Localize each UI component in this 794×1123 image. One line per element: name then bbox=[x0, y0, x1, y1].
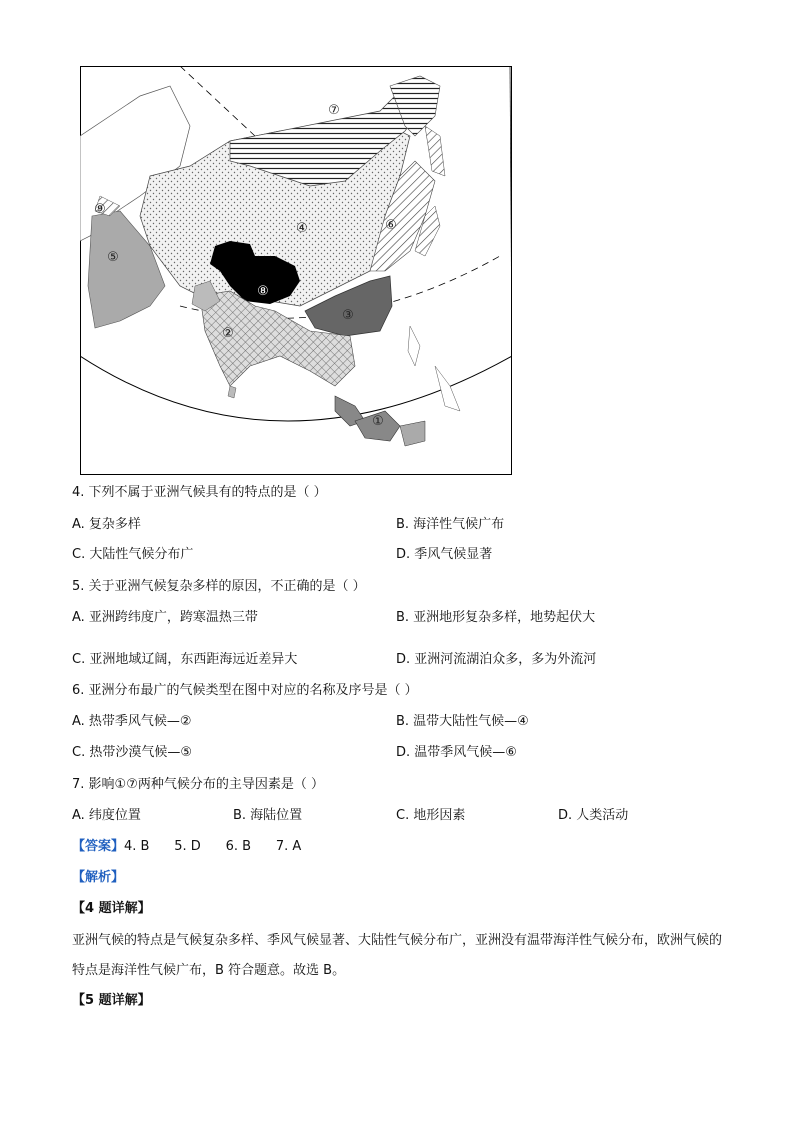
question-5-option-a[interactable]: A. 亚洲跨纬度广，跨寒温热三带 bbox=[72, 610, 258, 625]
question-5-option-d[interactable]: D. 亚洲河流湖泊众多，多为外流河 bbox=[396, 652, 597, 667]
map-label-6: ⑥ bbox=[385, 218, 397, 233]
question-6-option-d[interactable]: D. 温带季风气候—⑥ bbox=[396, 745, 517, 760]
answer-line bbox=[72, 838, 301, 856]
map-label-7: ⑦ bbox=[328, 103, 340, 118]
detail-5-heading: 【5 题详解】 bbox=[72, 993, 151, 1008]
question-7-option-d[interactable]: D. 人类活动 bbox=[558, 808, 629, 823]
question-5-option-b[interactable]: B. 亚洲地形复杂多样，地势起伏大 bbox=[396, 610, 596, 625]
map-label-9: ⑨ bbox=[94, 202, 106, 217]
analysis-tag: 【解析】 bbox=[72, 870, 125, 885]
question-7-option-c[interactable]: C. 地形因素 bbox=[396, 808, 466, 823]
question-5-option-c[interactable]: C. 亚洲地域辽阔，东西距海远近差异大 bbox=[72, 652, 298, 667]
question-4-option-d[interactable]: D. 季风气候显著 bbox=[396, 547, 493, 562]
map-label-2: ② bbox=[222, 326, 234, 341]
question-7-stem: 7. 影响①⑦两种气候分布的主导因素是（ ） bbox=[72, 777, 324, 792]
answer-values: 4. B 5. D 6. B 7. A bbox=[124, 839, 302, 854]
detail-4-text: 亚洲气候的特点是气候复杂多样、季风气候显著、大陆性气候分布广，亚洲没有温带海洋性气候分布，欧洲气候的特点是海洋性气候广布，B 符合题意。故选 B。 bbox=[72, 933, 723, 978]
map-label-3: ③ bbox=[342, 308, 354, 323]
question-6-option-b[interactable]: B. 温带大陆性气候—④ bbox=[396, 714, 529, 729]
question-6-stem: 6. 亚洲分布最广的气候类型在图中对应的名称及序号是（ ） bbox=[72, 683, 418, 698]
question-6-option-c[interactable]: C. 热带沙漠气候—⑤ bbox=[72, 745, 192, 760]
answer-tag: 【答案】 bbox=[72, 839, 125, 854]
map-label-4: ④ bbox=[296, 221, 308, 236]
question-4-option-c[interactable]: C. 大陆性气候分布广 bbox=[72, 547, 194, 562]
question-5-stem: 5. 关于亚洲气候复杂多样的原因，不正确的是（ ） bbox=[72, 579, 366, 594]
map-label-8: ⑧ bbox=[257, 284, 269, 299]
question-4-stem: 4. 下列不属于亚洲气候具有的特点的是（ ） bbox=[72, 485, 327, 500]
asia-climate-map bbox=[80, 66, 512, 475]
map-label-1: ① bbox=[372, 414, 384, 429]
question-7-option-b[interactable]: B. 海陆位置 bbox=[233, 808, 303, 823]
question-4-option-a[interactable]: A. 复杂多样 bbox=[72, 517, 141, 532]
question-7-option-a[interactable]: A. 纬度位置 bbox=[72, 808, 141, 823]
map-label-5: ⑤ bbox=[107, 250, 119, 265]
question-6-option-a[interactable]: A. 热带季风气候—② bbox=[72, 714, 192, 729]
detail-4-heading: 【4 题详解】 bbox=[72, 901, 151, 916]
question-4-option-b[interactable]: B. 海洋性气候广布 bbox=[396, 517, 505, 532]
